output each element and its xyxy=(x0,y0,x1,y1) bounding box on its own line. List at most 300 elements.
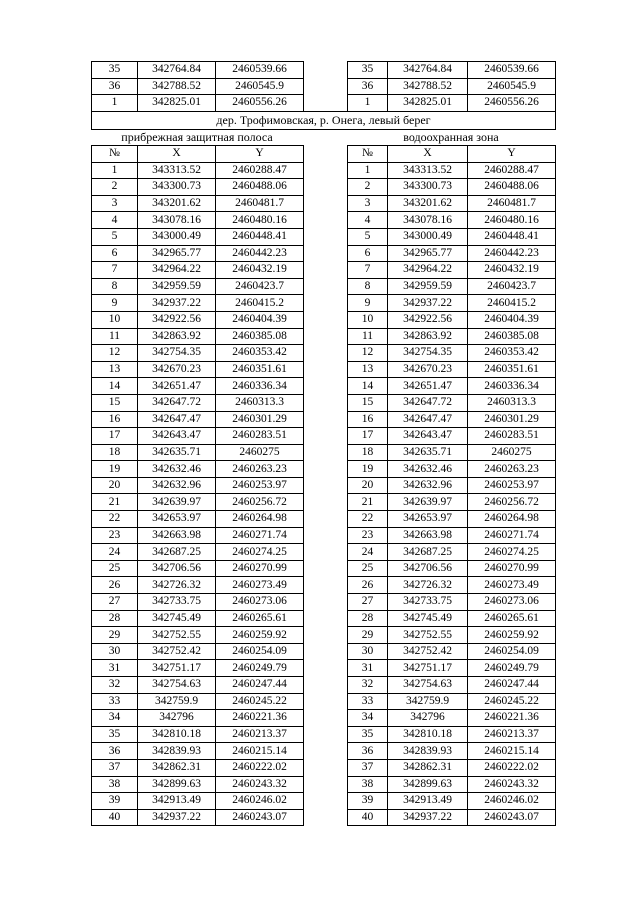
y-coordinate-cell: 2460432.19 xyxy=(468,262,556,279)
x-coordinate-cell: 342862.31 xyxy=(388,759,468,776)
point-number-cell: 25 xyxy=(92,560,138,577)
point-number-cell: 6 xyxy=(348,245,388,262)
x-coordinate-cell: 342863.92 xyxy=(138,328,216,345)
point-number-cell: 27 xyxy=(92,594,138,611)
x-coordinate-cell: 342965.77 xyxy=(388,245,468,262)
point-number-cell: 20 xyxy=(348,477,388,494)
table-row xyxy=(92,693,304,710)
point-number-cell: 10 xyxy=(348,311,388,328)
y-coordinate-cell: 2460448.41 xyxy=(216,228,304,245)
table-row xyxy=(92,428,304,445)
x-coordinate-cell: 342899.63 xyxy=(388,776,468,793)
y-coordinate-cell: 2460385.08 xyxy=(216,328,304,345)
y-coordinate-cell: 2460442.23 xyxy=(216,245,304,262)
x-coordinate-cell: 342759.9 xyxy=(138,693,216,710)
point-number-cell: 24 xyxy=(92,544,138,561)
y-coordinate-cell: 2460274.25 xyxy=(216,544,304,561)
top-right-coordinates-table xyxy=(347,61,556,112)
y-coordinate-cell: 2460415.2 xyxy=(468,295,556,312)
y-coordinate-cell: 2460415.2 xyxy=(216,295,304,312)
table-row xyxy=(92,477,304,494)
y-coordinate-cell: 2460545.9 xyxy=(468,78,556,95)
table-row xyxy=(348,693,556,710)
y-coordinate-cell: 2460215.14 xyxy=(216,743,304,760)
x-coordinate-cell: 342788.52 xyxy=(388,78,468,95)
table-row xyxy=(348,527,556,544)
point-number-cell: 1 xyxy=(92,95,138,112)
y-coordinate-cell: 2460301.29 xyxy=(468,411,556,428)
y-coordinate-cell: 2460539.66 xyxy=(216,62,304,79)
y-coordinate-cell: 2460283.51 xyxy=(216,428,304,445)
y-coordinate-cell: 2460247.44 xyxy=(468,677,556,694)
x-coordinate-cell: 342913.49 xyxy=(138,793,216,810)
x-coordinate-cell: 342764.84 xyxy=(388,62,468,79)
table-row xyxy=(348,95,556,112)
x-coordinate-cell: 342670.23 xyxy=(138,361,216,378)
table-row xyxy=(348,759,556,776)
table-row xyxy=(348,627,556,644)
point-number-cell: 1 xyxy=(348,162,388,179)
table-row xyxy=(92,494,304,511)
y-coordinate-cell: 2460215.14 xyxy=(468,743,556,760)
x-coordinate-cell: 342759.9 xyxy=(388,693,468,710)
point-number-cell: 34 xyxy=(348,710,388,727)
y-coordinate-cell: 2460256.72 xyxy=(216,494,304,511)
table-row xyxy=(348,195,556,212)
x-coordinate-cell: 342937.22 xyxy=(138,295,216,312)
point-number-cell: 29 xyxy=(348,627,388,644)
x-coordinate-cell: 342913.49 xyxy=(388,793,468,810)
y-coordinate-cell: 2460222.02 xyxy=(468,759,556,776)
y-coordinate-cell: 2460432.19 xyxy=(216,262,304,279)
point-number-cell: 12 xyxy=(348,345,388,362)
point-number-cell: 28 xyxy=(348,610,388,627)
x-coordinate-cell: 342726.32 xyxy=(138,577,216,594)
x-coordinate-cell: 343201.62 xyxy=(138,195,216,212)
y-coordinate-cell: 2460313.3 xyxy=(468,394,556,411)
table-row xyxy=(92,710,304,727)
y-coordinate-cell: 2460275 xyxy=(216,444,304,461)
y-coordinate-cell: 2460404.39 xyxy=(216,311,304,328)
point-number-cell: 2 xyxy=(92,179,138,196)
x-coordinate-cell: 342754.63 xyxy=(388,677,468,694)
point-number-cell: 12 xyxy=(92,345,138,362)
point-number-cell: 40 xyxy=(92,809,138,826)
y-coordinate-cell: 2460353.42 xyxy=(216,345,304,362)
table-row xyxy=(348,62,556,79)
y-coordinate-cell: 2460221.36 xyxy=(216,710,304,727)
x-coordinate-cell: 342647.47 xyxy=(388,411,468,428)
table-row xyxy=(92,610,304,627)
point-number-cell: 28 xyxy=(92,610,138,627)
x-coordinate-cell: 342726.32 xyxy=(388,577,468,594)
x-coordinate-cell: 342839.93 xyxy=(388,743,468,760)
point-number-cell: 19 xyxy=(348,461,388,478)
table-row xyxy=(348,212,556,229)
point-number-cell: 16 xyxy=(348,411,388,428)
table-row xyxy=(92,461,304,478)
y-coordinate-cell: 2460249.79 xyxy=(216,660,304,677)
y-coordinate-cell: 2460245.22 xyxy=(468,693,556,710)
x-column-header: X xyxy=(388,146,468,163)
y-coordinate-cell: 2460273.49 xyxy=(216,577,304,594)
point-number-cell: 4 xyxy=(92,212,138,229)
y-coordinate-cell: 2460556.26 xyxy=(216,95,304,112)
x-coordinate-cell: 342745.49 xyxy=(138,610,216,627)
point-number-cell: 35 xyxy=(348,62,388,79)
table-row xyxy=(348,776,556,793)
table-row xyxy=(92,262,304,279)
x-coordinate-cell: 342752.42 xyxy=(138,643,216,660)
x-coordinate-cell: 343000.49 xyxy=(138,228,216,245)
table-row xyxy=(348,461,556,478)
y-coordinate-cell: 2460288.47 xyxy=(216,162,304,179)
y-coordinate-cell: 2460222.02 xyxy=(216,759,304,776)
point-number-cell: 39 xyxy=(92,793,138,810)
x-coordinate-cell: 343313.52 xyxy=(388,162,468,179)
x-coordinate-cell: 342937.22 xyxy=(138,809,216,826)
x-coordinate-cell: 342751.17 xyxy=(138,660,216,677)
y-coordinate-cell: 2460271.74 xyxy=(216,527,304,544)
y-coordinate-cell: 2460442.23 xyxy=(468,245,556,262)
table-row xyxy=(92,560,304,577)
point-number-cell: 14 xyxy=(92,378,138,395)
table-row xyxy=(348,743,556,760)
x-coordinate-cell: 343300.73 xyxy=(138,179,216,196)
y-coordinate-cell: 2460480.16 xyxy=(216,212,304,229)
point-number-cell: 8 xyxy=(92,278,138,295)
y-coordinate-cell: 2460488.06 xyxy=(216,179,304,196)
point-number-cell: 38 xyxy=(92,776,138,793)
x-coordinate-cell: 342639.97 xyxy=(388,494,468,511)
table-row xyxy=(92,809,304,826)
y-coordinate-cell: 2460243.32 xyxy=(468,776,556,793)
x-coordinate-cell: 342764.84 xyxy=(138,62,216,79)
table-row xyxy=(92,78,304,95)
point-number-cell: 15 xyxy=(92,394,138,411)
table-row xyxy=(348,162,556,179)
table-row xyxy=(348,278,556,295)
x-coordinate-cell: 343300.73 xyxy=(388,179,468,196)
table-row xyxy=(92,212,304,229)
table-row xyxy=(92,361,304,378)
point-number-cell: 9 xyxy=(92,295,138,312)
point-number-cell: 11 xyxy=(348,328,388,345)
table-row xyxy=(92,759,304,776)
coastal-protective-strip-title: прибрежная защитная полоса xyxy=(121,130,273,144)
table-row xyxy=(92,62,304,79)
point-number-cell: 35 xyxy=(92,62,138,79)
x-coordinate-cell: 342964.22 xyxy=(388,262,468,279)
y-coordinate-cell: 2460271.74 xyxy=(468,527,556,544)
x-coordinate-cell: 342810.18 xyxy=(138,726,216,743)
x-coordinate-cell: 342863.92 xyxy=(388,328,468,345)
x-coordinate-cell: 342745.49 xyxy=(388,610,468,627)
point-number-cell: 36 xyxy=(92,743,138,760)
y-coordinate-cell: 2460274.25 xyxy=(468,544,556,561)
y-coordinate-cell: 2460256.72 xyxy=(468,494,556,511)
y-coordinate-cell: 2460213.37 xyxy=(216,726,304,743)
table-row xyxy=(92,95,304,112)
table-row xyxy=(92,660,304,677)
y-coordinate-cell: 2460249.79 xyxy=(468,660,556,677)
x-coordinate-cell: 342922.56 xyxy=(138,311,216,328)
y-coordinate-cell: 2460556.26 xyxy=(468,95,556,112)
point-number-cell: 21 xyxy=(92,494,138,511)
table-row xyxy=(92,378,304,395)
table-row xyxy=(92,577,304,594)
table-row xyxy=(348,428,556,445)
x-coordinate-cell: 342959.59 xyxy=(388,278,468,295)
x-coordinate-cell: 342862.31 xyxy=(138,759,216,776)
table-row xyxy=(348,78,556,95)
point-number-cell: 32 xyxy=(348,677,388,694)
table-row xyxy=(348,544,556,561)
table-row xyxy=(92,162,304,179)
table-row xyxy=(92,179,304,196)
y-coordinate-cell: 2460448.41 xyxy=(468,228,556,245)
y-coordinate-cell: 2460243.07 xyxy=(216,809,304,826)
x-coordinate-cell: 343078.16 xyxy=(388,212,468,229)
x-coordinate-cell: 342635.71 xyxy=(388,444,468,461)
y-coordinate-cell: 2460336.34 xyxy=(216,378,304,395)
point-number-cell: 3 xyxy=(92,195,138,212)
water-protection-zone-table xyxy=(347,145,556,826)
table-row xyxy=(348,494,556,511)
x-coordinate-cell: 342706.56 xyxy=(138,560,216,577)
table-row xyxy=(348,477,556,494)
village-banner: дер. Трофимовская, р. Онега, левый берег xyxy=(91,111,556,130)
point-number-cell: 37 xyxy=(348,759,388,776)
y-coordinate-cell: 2460270.99 xyxy=(468,560,556,577)
table-row xyxy=(348,511,556,528)
x-coordinate-cell: 342635.71 xyxy=(138,444,216,461)
table-row xyxy=(92,627,304,644)
table-row xyxy=(92,311,304,328)
y-coordinate-cell: 2460243.32 xyxy=(216,776,304,793)
table-row xyxy=(348,262,556,279)
x-coordinate-cell: 342825.01 xyxy=(138,95,216,112)
x-coordinate-cell: 342643.47 xyxy=(138,428,216,445)
point-number-cell: 8 xyxy=(348,278,388,295)
table-row xyxy=(348,793,556,810)
y-coordinate-cell: 2460351.61 xyxy=(216,361,304,378)
x-coordinate-cell: 342653.97 xyxy=(138,511,216,528)
table-row xyxy=(348,295,556,312)
point-number-cell: 29 xyxy=(92,627,138,644)
y-coordinate-cell: 2460221.36 xyxy=(468,710,556,727)
table-row xyxy=(92,726,304,743)
point-number-cell: 13 xyxy=(92,361,138,378)
y-coordinate-cell: 2460423.7 xyxy=(216,278,304,295)
point-number-cell: 22 xyxy=(348,511,388,528)
table-header-row xyxy=(92,146,304,163)
point-number-cell: 27 xyxy=(348,594,388,611)
x-coordinate-cell: 342639.97 xyxy=(138,494,216,511)
table-row xyxy=(348,594,556,611)
point-number-cell: 9 xyxy=(348,295,388,312)
point-number-cell: 25 xyxy=(348,560,388,577)
point-number-cell: 31 xyxy=(348,660,388,677)
table-row xyxy=(92,776,304,793)
point-number-cell: 1 xyxy=(92,162,138,179)
x-coordinate-cell: 342810.18 xyxy=(388,726,468,743)
y-coordinate-cell: 2460539.66 xyxy=(468,62,556,79)
x-coordinate-cell: 342663.98 xyxy=(388,527,468,544)
point-number-cell: 11 xyxy=(92,328,138,345)
x-coordinate-cell: 342632.46 xyxy=(138,461,216,478)
x-coordinate-cell: 343000.49 xyxy=(388,228,468,245)
y-coordinate-cell: 2460263.23 xyxy=(216,461,304,478)
y-coordinate-cell: 2460213.37 xyxy=(468,726,556,743)
x-coordinate-cell: 342643.47 xyxy=(388,428,468,445)
x-coordinate-cell: 342964.22 xyxy=(138,262,216,279)
y-coordinate-cell: 2460273.49 xyxy=(468,577,556,594)
x-coordinate-cell: 342651.47 xyxy=(138,378,216,395)
point-number-cell: 36 xyxy=(348,743,388,760)
point-number-cell: 17 xyxy=(92,428,138,445)
y-coordinate-cell: 2460480.16 xyxy=(468,212,556,229)
x-coordinate-cell: 342959.59 xyxy=(138,278,216,295)
number-column-header: № xyxy=(92,146,138,163)
point-number-cell: 36 xyxy=(348,78,388,95)
x-coordinate-cell: 343313.52 xyxy=(138,162,216,179)
x-coordinate-cell: 342937.22 xyxy=(388,809,468,826)
point-number-cell: 7 xyxy=(348,262,388,279)
table-row xyxy=(348,378,556,395)
coastal-protective-strip-table xyxy=(91,145,304,826)
table-row xyxy=(92,544,304,561)
y-coordinate-cell: 2460270.99 xyxy=(216,560,304,577)
water-protection-zone-title: водоохранная зона xyxy=(403,130,499,144)
table-row xyxy=(92,743,304,760)
point-number-cell: 33 xyxy=(92,693,138,710)
point-number-cell: 14 xyxy=(348,378,388,395)
y-coordinate-cell: 2460254.09 xyxy=(468,643,556,660)
point-number-cell: 5 xyxy=(92,228,138,245)
table-row xyxy=(92,643,304,660)
table-row xyxy=(348,411,556,428)
table-row xyxy=(348,643,556,660)
x-coordinate-cell: 342754.63 xyxy=(138,677,216,694)
point-number-cell: 13 xyxy=(348,361,388,378)
table-row xyxy=(92,677,304,694)
table-row xyxy=(92,411,304,428)
x-coordinate-cell: 342663.98 xyxy=(138,527,216,544)
y-coordinate-cell: 2460283.51 xyxy=(468,428,556,445)
table-row xyxy=(348,245,556,262)
x-coordinate-cell: 342839.93 xyxy=(138,743,216,760)
y-coordinate-cell: 2460481.7 xyxy=(216,195,304,212)
x-coordinate-cell: 342706.56 xyxy=(388,560,468,577)
point-number-cell: 23 xyxy=(92,527,138,544)
x-coordinate-cell: 342733.75 xyxy=(388,594,468,611)
point-number-cell: 6 xyxy=(92,245,138,262)
x-coordinate-cell: 342687.25 xyxy=(138,544,216,561)
table-row xyxy=(348,311,556,328)
x-coordinate-cell: 342796 xyxy=(138,710,216,727)
point-number-cell: 23 xyxy=(348,527,388,544)
x-coordinate-cell: 342632.96 xyxy=(388,477,468,494)
table-row xyxy=(348,345,556,362)
y-coordinate-cell: 2460254.09 xyxy=(216,643,304,660)
x-coordinate-cell: 342632.96 xyxy=(138,477,216,494)
point-number-cell: 38 xyxy=(348,776,388,793)
table-row xyxy=(92,594,304,611)
table-header-row xyxy=(348,146,556,163)
table-row xyxy=(348,394,556,411)
top-left-coordinates-table xyxy=(91,61,304,112)
number-column-header: № xyxy=(348,146,388,163)
point-number-cell: 18 xyxy=(92,444,138,461)
point-number-cell: 10 xyxy=(92,311,138,328)
x-coordinate-cell: 342687.25 xyxy=(388,544,468,561)
point-number-cell: 2 xyxy=(348,179,388,196)
table-row xyxy=(92,295,304,312)
point-number-cell: 17 xyxy=(348,428,388,445)
x-coordinate-cell: 342653.97 xyxy=(388,511,468,528)
point-number-cell: 1 xyxy=(348,95,388,112)
y-coordinate-cell: 2460481.7 xyxy=(468,195,556,212)
table-row xyxy=(348,444,556,461)
point-number-cell: 20 xyxy=(92,477,138,494)
x-coordinate-cell: 342754.35 xyxy=(388,345,468,362)
y-coordinate-cell: 2460288.47 xyxy=(468,162,556,179)
point-number-cell: 39 xyxy=(348,793,388,810)
x-coordinate-cell: 342647.72 xyxy=(138,394,216,411)
table-row xyxy=(92,394,304,411)
table-row xyxy=(92,278,304,295)
table-row xyxy=(348,809,556,826)
x-coordinate-cell: 342788.52 xyxy=(138,78,216,95)
point-number-cell: 32 xyxy=(92,677,138,694)
point-number-cell: 26 xyxy=(92,577,138,594)
table-row xyxy=(92,444,304,461)
table-row xyxy=(92,793,304,810)
x-coordinate-cell: 342899.63 xyxy=(138,776,216,793)
y-coordinate-cell: 2460259.92 xyxy=(468,627,556,644)
x-column-header: X xyxy=(138,146,216,163)
point-number-cell: 5 xyxy=(348,228,388,245)
x-coordinate-cell: 343201.62 xyxy=(388,195,468,212)
x-coordinate-cell: 342752.42 xyxy=(388,643,468,660)
x-coordinate-cell: 343078.16 xyxy=(138,212,216,229)
y-coordinate-cell: 2460351.61 xyxy=(468,361,556,378)
x-coordinate-cell: 342632.46 xyxy=(388,461,468,478)
y-coordinate-cell: 2460246.02 xyxy=(468,793,556,810)
point-number-cell: 30 xyxy=(348,643,388,660)
y-coordinate-cell: 2460245.22 xyxy=(216,693,304,710)
table-row xyxy=(92,328,304,345)
x-coordinate-cell: 342752.55 xyxy=(388,627,468,644)
x-coordinate-cell: 342651.47 xyxy=(388,378,468,395)
y-coordinate-cell: 2460301.29 xyxy=(216,411,304,428)
x-coordinate-cell: 342647.72 xyxy=(388,394,468,411)
point-number-cell: 40 xyxy=(348,809,388,826)
y-coordinate-cell: 2460259.92 xyxy=(216,627,304,644)
y-coordinate-cell: 2460313.3 xyxy=(216,394,304,411)
y-coordinate-cell: 2460423.7 xyxy=(468,278,556,295)
x-coordinate-cell: 342754.35 xyxy=(138,345,216,362)
point-number-cell: 7 xyxy=(92,262,138,279)
y-coordinate-cell: 2460247.44 xyxy=(216,677,304,694)
table-row xyxy=(348,577,556,594)
x-coordinate-cell: 342752.55 xyxy=(138,627,216,644)
point-number-cell: 36 xyxy=(92,78,138,95)
point-number-cell: 24 xyxy=(348,544,388,561)
point-number-cell: 3 xyxy=(348,195,388,212)
table-row xyxy=(348,361,556,378)
